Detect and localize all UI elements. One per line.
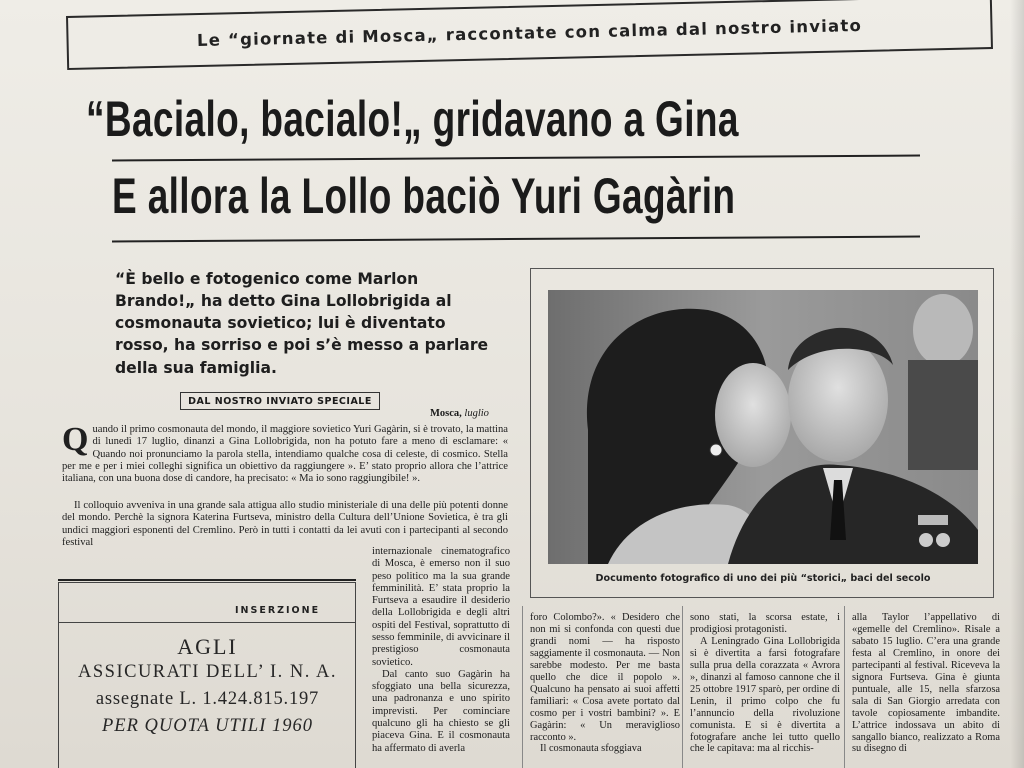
subtitle: “È bello e fotogenico come Marlon Brando!„ ha detto Gina Lollobrigida al cosmonauta sovietico; lui è diventato rosso, ha sorriso e poi s’è messo a parlare della sua famiglia. [115, 270, 489, 377]
headline-line-1: “Bacialo, bacialo!„ gridavano a Gina [86, 91, 739, 147]
article-paragraph-1 [62, 421, 508, 485]
kicker-banner: Le “giornate di Mosca„ raccontate con calma dal nostro inviato [66, 0, 993, 70]
article-paragraph-4: Dal canto suo Gagàrin ha sfoggiato una bella sicurezza, una padronanza e uno spirito imprevisti. Per cominciare qualcuno gli ha chiesto se gli piaceva Gina. E il cosmonauta ha affermato di averla [372, 668, 510, 754]
advert-line-3: assegnate L. 1.424.815.197 [95, 689, 320, 709]
article-column-2 [690, 612, 840, 755]
advert-line-1: AGLI [177, 634, 238, 659]
page-edge-shadow [1010, 0, 1024, 768]
article-narrow-column [372, 546, 510, 755]
column-1-text: foro Colombo?». « Desidero che non mi si confonda con questi due grandi nomi — ha risposto saggiamente il cosmonauta. — Non sarebbe modesto. Per me basta quello che dice il popolo ». Qualcuno ha pensato ai suoi affetti familiari: « Cosa avete portato dal cosmo per i vostri bambini? ». E Gagàrin: « Un meraviglioso racconto ». [530, 612, 680, 743]
article-paragraph-2: Il colloquio avveniva in una grande sala attigua allo studio ministeriale di una delle più potenti donne del mondo. Perchè la signora Katerina Furtseva, ministro della Cultura dell’Unione Sovietica, è tra gli undici maggiori esponenti del Cremlino. Però in tutti i contatti da lei avuti con i partecipanti al secondo festival [62, 500, 508, 548]
advert-line-4: PER QUOTA UTILI 1960 [102, 716, 313, 736]
column-divider [522, 606, 523, 768]
article-paragraph-1-text: uando il primo cosmonauta del mondo, il maggiore sovietico Yuri Gagàrin, si è trovato, la mattina di lunedì 17 luglio, dinanzi a Gina Lollobrigida, non ha potuto fare a meno di esclamare: « Quando noi pronunciamo la parola stella, intendiamo qualche cosa di celeste, di cosmico. Stella per me e per i miei colleghi significa un obiettivo da raggiungere ». E’ stato proprio allora che l’attrice italiana, con una buona dose di candore, ha precisato: « Ma io sono raggiungibile! ». [62, 424, 508, 485]
headline-rule-2 [112, 236, 920, 243]
column-1-text-b: Il cosmonauta sfoggiava [540, 743, 642, 755]
column-divider [844, 606, 845, 768]
article-column-3 [852, 612, 1000, 755]
photo-caption: Documento fotografico di uno dei più “storici„ baci del secolo [595, 573, 931, 584]
advert-top-rule [58, 579, 356, 581]
column-2-text: sono stati, la scorsa estate, i prodigiosi protagonisti. [690, 612, 840, 635]
column-divider [682, 606, 683, 768]
headline-line-2: E allora la Lollo baciò Yuri Gagàrin [112, 168, 736, 224]
dateline-place: Mosca, [430, 408, 462, 419]
photo-illustration [548, 290, 978, 564]
article-column-1 [530, 612, 680, 755]
advert-label: INSERZIONE [235, 605, 321, 616]
column-2-text-b: A Leningrado Gina Lollobrigida si è divertita a farsi fotografare sulla prua della corazzata « Avrora », dinanzi al famoso cannone che il 25 ottobre 1917 sparò, per ordine di Lenin, il primo colpo che fu l’annuncio della rivoluzione comunista. E si è divertita a fotografare anche lei tutto quello che le capitava: ma al ricchis- [690, 635, 840, 755]
drop-cap: Q [62, 421, 89, 458]
advert-line-2: ASSICURATI DELL’ I. N. A. [78, 662, 337, 682]
dateline-month: luglio [464, 408, 489, 419]
byline: DAL NOSTRO INVIATO SPECIALE [180, 392, 380, 410]
article-paragraph-3: internazionale cinematografico di Mosca, è emerso non il suo peso politico ma la sua grande femminilità. E’ stata proprio la Furtseva a esaudire il desiderio della Lollobrigida e degli altri ospiti del Festival, soprattutto di sesso femminile, di avvicinare il prestigioso cosmonauta sovietico. [372, 546, 510, 668]
dateline [430, 408, 489, 419]
headline-rule-1 [112, 155, 920, 162]
photo-kiss [548, 290, 978, 564]
column-3-text: alla Taylor l’appellativo di «gemelle del Cremlino». Risale a sabato 15 luglio. C’era una grande festa al Cremlino, in onore dei partecipanti al festival. Riceveva la signora Furtseva. Gina è giunta puntuale, alle 15, nella sfarzosa sala di San Giorgio arredata con tavole copiosamente imbandite. L’attrice indossava un abito di sangallo bianco, realizzato a Roma su disegno di [852, 612, 1000, 755]
